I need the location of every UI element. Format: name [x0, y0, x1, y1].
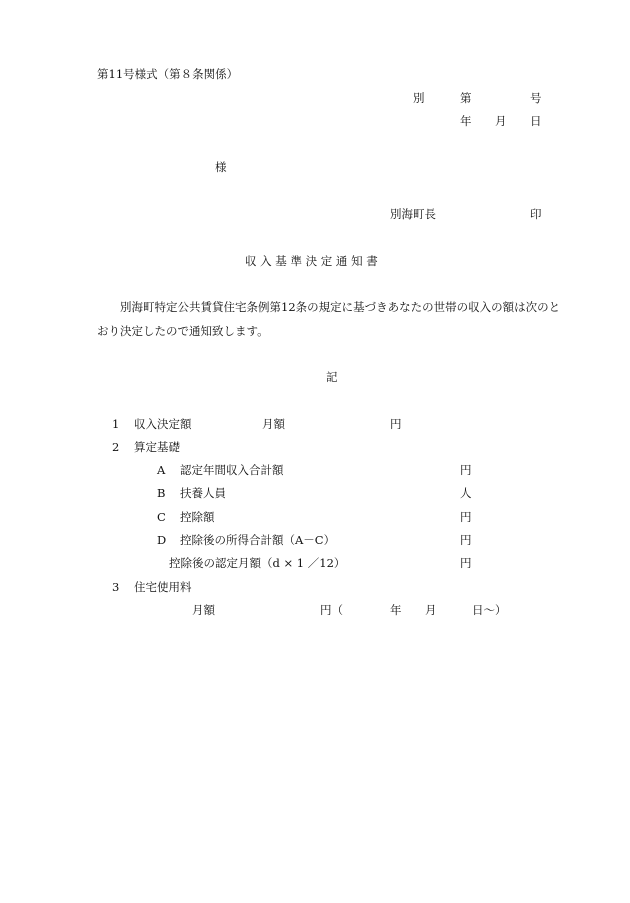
- basis-monthly-label: 控除後の認定月額（d × 1 ／12）: [169, 556, 346, 570]
- item3-number: 3: [112, 580, 120, 594]
- basis-row-letter: A: [157, 463, 166, 477]
- issuer-title: 別海町長: [390, 207, 436, 221]
- basis-row-letter: B: [157, 486, 166, 500]
- item1-unit: 円: [390, 417, 402, 431]
- basis-row-letter: D: [157, 533, 167, 547]
- basis-row-letter: C: [157, 510, 166, 524]
- item3-label: 住宅使用料: [134, 580, 192, 594]
- item3-day: 日～）: [472, 603, 507, 617]
- item3-monthly: 月額: [192, 603, 215, 617]
- item3-month: 月: [425, 603, 437, 617]
- ki-heading: 記: [326, 370, 338, 384]
- addressee-honorific: 様: [215, 160, 227, 174]
- date-month: 月: [495, 114, 507, 128]
- basis-monthly-unit: 円: [460, 556, 472, 570]
- basis-row-label: 認定年間収入合計額: [180, 463, 284, 477]
- body-line-1: 別海町特定公共賃貸住宅条例第12条の規定に基づきあなたの世帯の収入の額は次のと: [120, 300, 561, 314]
- issuer-seal: 印: [530, 207, 542, 221]
- basis-row-unit: 円: [460, 533, 472, 547]
- date-year: 年: [460, 114, 472, 128]
- item3-year: 年: [390, 603, 402, 617]
- basis-row-unit: 円: [460, 510, 472, 524]
- item1-label: 収入決定額: [134, 417, 192, 431]
- item2-label: 算定基礎: [134, 440, 180, 454]
- basis-row-label: 控除額: [180, 510, 215, 524]
- item1-monthly: 月額: [262, 417, 285, 431]
- basis-row-label: 扶養人員: [180, 486, 226, 500]
- item1-number: 1: [112, 417, 120, 431]
- date-day: 日: [530, 114, 542, 128]
- basis-row-unit: 円: [460, 463, 472, 477]
- document-title: 収 入 基 準 決 定 通 知 書: [245, 254, 378, 268]
- basis-row-unit: 人: [460, 486, 472, 500]
- doc-number-prefix: 別: [413, 91, 425, 105]
- doc-number-mid: 第: [460, 91, 472, 105]
- doc-number-suffix: 号: [530, 91, 542, 105]
- item3-unit: 円（: [320, 603, 343, 617]
- body-line-2: おり決定したので通知致します。: [97, 324, 269, 338]
- basis-row-label: 控除後の所得合計額（A－C）: [180, 533, 336, 547]
- item2-number: 2: [112, 440, 120, 454]
- form-header: 第11号様式（第８条関係）: [97, 67, 239, 81]
